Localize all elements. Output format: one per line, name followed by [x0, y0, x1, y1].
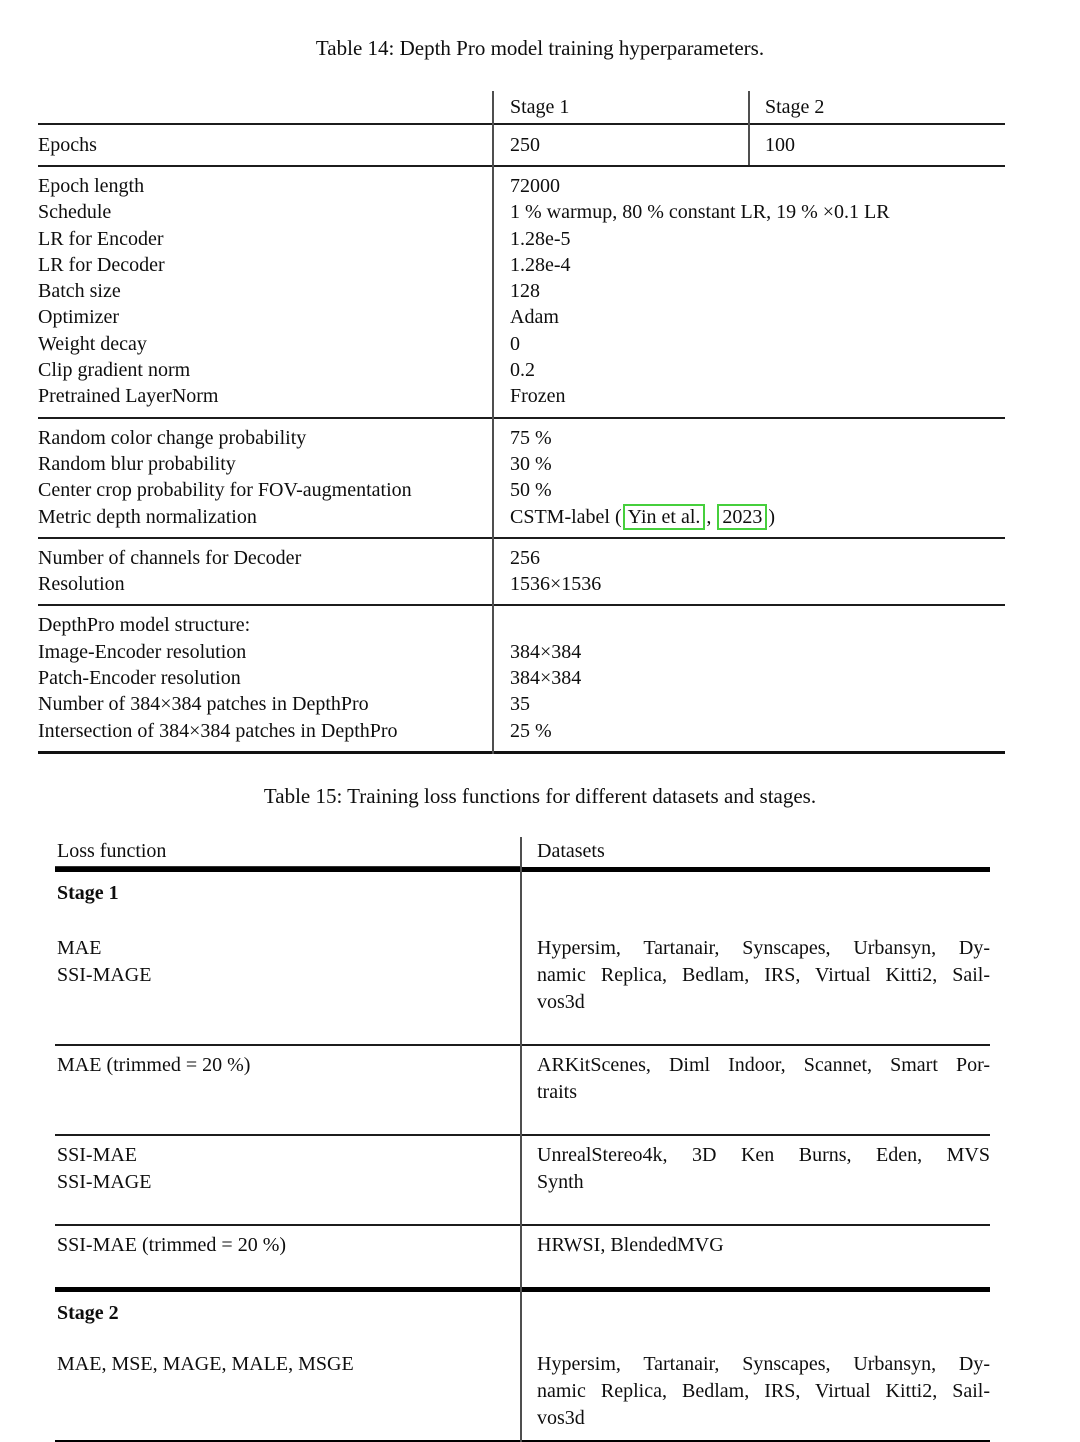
- table14-row: [38, 571, 1005, 597]
- table14-block: [38, 539, 1005, 605]
- table14-body: [38, 167, 1005, 754]
- table14-rule: [38, 751, 1005, 754]
- datasets-line: UnrealStereo4k, 3D Ken Burns, Eden, MVS: [537, 1143, 990, 1166]
- datasets-cell: [520, 1351, 990, 1432]
- parameter-label: Schedule: [38, 201, 112, 224]
- table14-row: [38, 173, 1005, 199]
- parameter-value: 384×384: [510, 640, 582, 663]
- parameter-label: Number of channels for Decoder: [38, 546, 302, 569]
- datasets-line: namic Replica, Bedlam, IRS, Virtual Kitti2, Sail-: [537, 963, 990, 986]
- parameter-value: 0: [510, 332, 520, 355]
- table15-row: [55, 1345, 990, 1440]
- table14-row: [38, 383, 1005, 409]
- loss-function-line: SSI-MAE (trimmed = 20 %): [57, 1233, 287, 1256]
- table14-header-row: [38, 91, 1005, 123]
- value-text-part: ,: [706, 505, 717, 528]
- parameter-label: Image-Encoder resolution: [38, 640, 247, 663]
- datasets-cell: [520, 1232, 990, 1259]
- table14-row: [38, 226, 1005, 252]
- table14-row: [38, 691, 1005, 717]
- parameter-label: Epoch length: [38, 175, 145, 197]
- table15: [55, 837, 990, 1442]
- datasets-line: vos3d: [537, 990, 585, 1013]
- datasets-line: Synth: [537, 1170, 584, 1193]
- parameter-value: 1.28e-5: [510, 227, 571, 250]
- parameter-label: Metric depth normalization: [38, 505, 257, 528]
- table14-column-divider-stage1: [492, 91, 494, 754]
- parameter-value: 72000: [510, 175, 560, 197]
- table15-row: [55, 929, 990, 1044]
- datasets-cell: [520, 935, 990, 1016]
- epochs-stage1-value: 250: [510, 133, 540, 156]
- parameter-value: 1536×1536: [510, 573, 602, 596]
- parameter-label: LR for Encoder: [38, 227, 164, 250]
- table14-caption: Table 14: Depth Pro model training hyperparameters.: [315, 36, 765, 60]
- table14-row: [38, 252, 1005, 278]
- datasets-line: vos3d: [537, 1406, 585, 1429]
- value-text-part: CSTM-label (: [510, 505, 622, 528]
- table15-row: [55, 1046, 990, 1134]
- parameter-value: 25 %: [510, 719, 552, 742]
- stage-title: Stage 1: [57, 881, 119, 904]
- table14-row: [38, 304, 1005, 330]
- value-text-part: ): [768, 505, 776, 528]
- loss-function-line: SSI-MAGE: [57, 1170, 152, 1193]
- table15-caption: Table 15: Training loss functions for different datasets and stages.: [263, 783, 817, 808]
- datasets-cell: [520, 1142, 990, 1196]
- parameter-label: Weight decay: [38, 332, 147, 355]
- table14-block: [38, 606, 1005, 750]
- parameter-value: 50 %: [510, 479, 552, 502]
- loss-function-line: MAE, MSE, MAGE, MALE, MSGE: [57, 1352, 354, 1375]
- table14-row: [38, 639, 1005, 665]
- epochs-stage2-value: 100: [765, 133, 795, 156]
- citation-link[interactable]: 2023: [717, 504, 767, 530]
- parameter-value: 128: [510, 280, 540, 303]
- parameter-label: Random blur probability: [38, 452, 236, 475]
- table14-row: [38, 331, 1005, 357]
- parameter-value: Frozen: [510, 385, 566, 408]
- table14-row: [38, 665, 1005, 691]
- loss-function-cell: [55, 1142, 520, 1196]
- table14: [38, 91, 1005, 754]
- table14-row: [38, 357, 1005, 383]
- table15-row: [55, 1226, 990, 1287]
- parameter-value: [492, 612, 1005, 638]
- datasets-line: namic Replica, Bedlam, IRS, Virtual Kitti2, Sail-: [537, 1379, 990, 1402]
- parameter-label: LR for Decoder: [38, 253, 165, 276]
- parameter-label: Number of 384×384 patches in DepthPro: [38, 693, 369, 716]
- datasets-line: Hypersim, Tartanair, Synscapes, Urbansyn, Dy-: [537, 1352, 990, 1375]
- table14-row: [38, 545, 1005, 571]
- parameter-value: 1.28e-4: [510, 253, 571, 276]
- table15-column-divider: [520, 837, 522, 1442]
- table14-row: [38, 278, 1005, 304]
- parameter-label: Patch-Encoder resolution: [38, 667, 241, 690]
- table14-column-divider-stage2: [748, 91, 750, 165]
- datasets-line: HRWSI, BlendedMVG: [537, 1233, 724, 1256]
- loss-function-cell: [55, 935, 520, 1016]
- parameter-label: Random color change probability: [38, 426, 307, 449]
- parameter-label: Batch size: [38, 280, 121, 303]
- parameter-value: 75 %: [510, 426, 552, 449]
- parameter-value: 30 %: [510, 452, 552, 475]
- table14-row: [38, 425, 1005, 451]
- parameter-label: Clip gradient norm: [38, 359, 191, 382]
- parameter-label: DepthPro model structure:: [38, 614, 251, 637]
- loss-function-line: MAE: [57, 936, 102, 959]
- table14-row: [38, 477, 1005, 503]
- parameter-value: [492, 504, 1005, 530]
- parameter-label: Intersection of 384×384 patches in DepthPro: [38, 719, 398, 742]
- parameter-value: 384×384: [510, 667, 582, 690]
- parameter-value: Adam: [510, 306, 559, 329]
- table15-header-loss-function: Loss function: [55, 837, 520, 867]
- table14-epochs-row: [38, 125, 1005, 165]
- table15-header-row: [55, 837, 990, 867]
- table14-row: [38, 612, 1005, 638]
- table14-header-stage1: Stage 1: [510, 95, 570, 118]
- parameter-label: Pretrained LayerNorm: [38, 385, 219, 408]
- parameter-label: Center crop probability for FOV-augmentation: [38, 479, 412, 502]
- table15-header-datasets: Datasets: [537, 840, 605, 863]
- stage-title: Stage 2: [57, 1301, 119, 1324]
- loss-function-line: SSI-MAGE: [57, 963, 152, 986]
- parameter-label: Optimizer: [38, 306, 120, 329]
- table14-row: [38, 504, 1005, 530]
- parameter-value: 256: [510, 546, 540, 569]
- table14-block: [38, 167, 1005, 417]
- epochs-label: Epochs: [38, 133, 97, 156]
- parameter-value: 1 % warmup, 80 % constant LR, 19 % ×0.1 LR: [510, 201, 890, 224]
- datasets-line: Hypersim, Tartanair, Synscapes, Urbansyn, Dy-: [537, 936, 990, 959]
- table14-block: [38, 419, 1005, 537]
- citation-link[interactable]: Yin et al.: [623, 504, 706, 530]
- table15-row: [55, 1136, 990, 1224]
- table14-row: [38, 199, 1005, 225]
- loss-function-cell: [55, 1052, 520, 1106]
- datasets-line: traits: [537, 1080, 577, 1103]
- loss-function-cell: [55, 1351, 520, 1432]
- loss-function-line: SSI-MAE: [57, 1143, 138, 1166]
- table14-row: [38, 451, 1005, 477]
- loss-function-line: MAE (trimmed = 20 %): [57, 1053, 251, 1076]
- table15-body: [55, 872, 990, 1442]
- loss-function-cell: [55, 1232, 520, 1259]
- datasets-line: ARKitScenes, Diml Indoor, Scannet, Smart Por-: [537, 1053, 990, 1076]
- table14-header-stage2: Stage 2: [765, 95, 825, 118]
- datasets-cell: [520, 1052, 990, 1106]
- parameter-value: 0.2: [510, 359, 535, 382]
- table14-row: [38, 718, 1005, 744]
- parameter-value: 35: [510, 693, 530, 716]
- parameter-label: Resolution: [38, 573, 125, 596]
